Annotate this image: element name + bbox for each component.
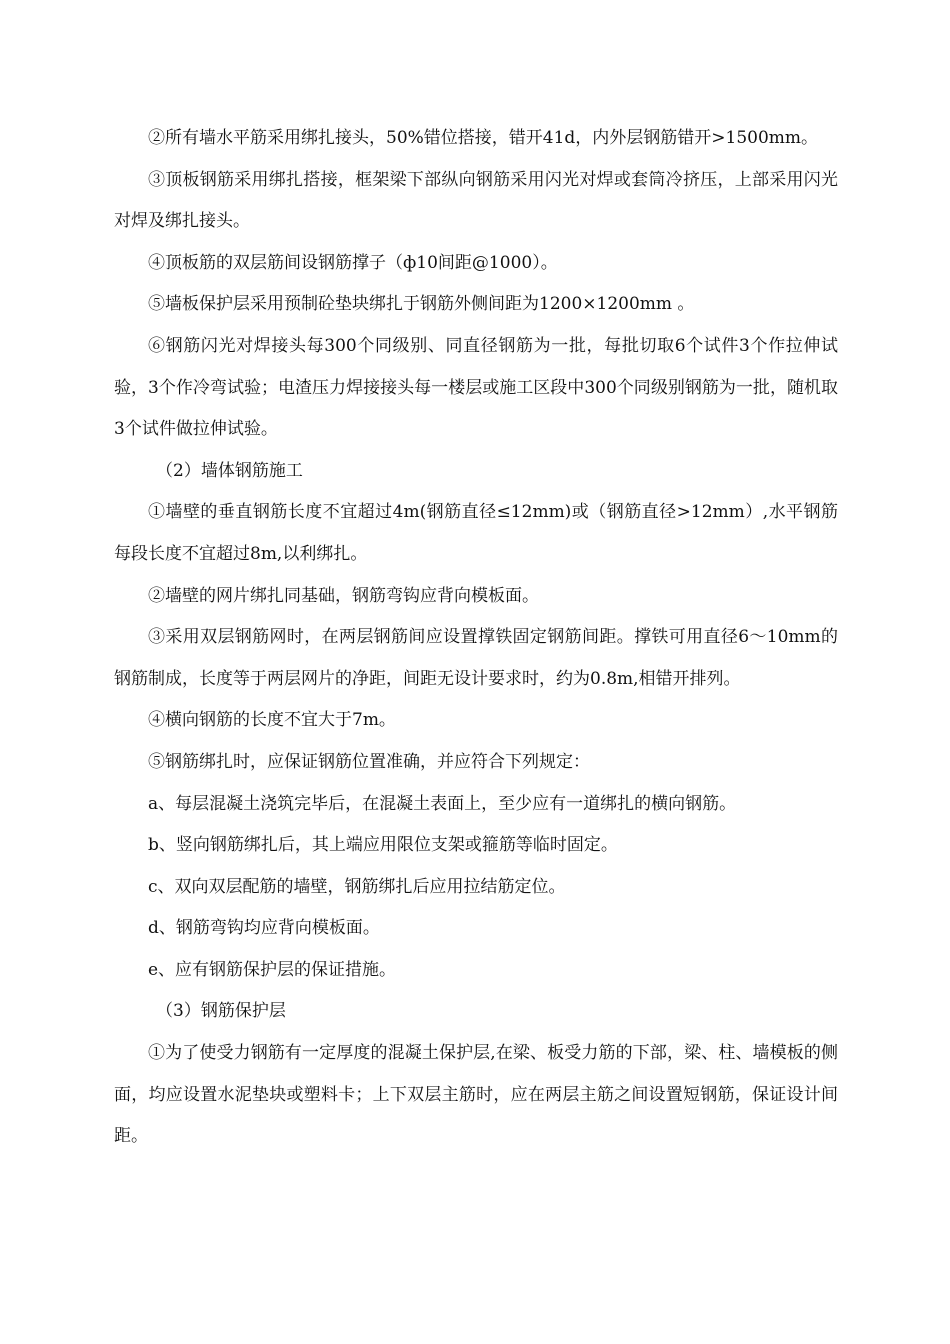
paragraph: ⑤钢筋绑扎时，应保证钢筋位置准确，并应符合下列规定： <box>148 751 590 772</box>
paragraph: ⑥钢筋闪光对焊接头每300个同级别、同直径钢筋为一批，每批切取6个试件3个作拉伸试验，3个作冷弯试验；电渣压力焊接接头每一楼层或施工区段中300个同级别钢筋为一批，随机取3个试件做拉伸试验。 <box>114 335 838 440</box>
paragraph: ③采用双层钢筋网时，在两层钢筋间应设置撑铁固定钢筋间距。撑铁可用直径6～10mm的钢筋制成，长度等于两层网片的净距，间距无设计要求时，约为0.8m,相错开排列。 <box>114 627 838 689</box>
paragraph: ①为了使受力钢筋有一定厚度的混凝土保护层,在梁、板受力筋的下部，梁、柱、墙模板的侧面，均应设置水泥垫块或塑料卡；上下双层主筋时，应在两层主筋之间设置短钢筋，保证设计间距。 <box>114 1043 838 1147</box>
paragraph: d、钢筋弯钩均应背向模板面。 <box>148 918 380 939</box>
paragraph: ②所有墙水平筋采用绑扎接头，50%错位搭接，错开41d，内外层钢筋错开>1500mm。 <box>148 128 819 148</box>
paragraph: ③顶板钢筋采用绑扎搭接，框架梁下部纵向钢筋采用闪光对焊或套筒冷挤压，上部采用闪光对焊及绑扎接头。 <box>114 169 838 232</box>
paragraph: e、应有钢筋保护层的保证措施。 <box>148 959 397 980</box>
section-heading: （2）墙体钢筋施工 <box>156 460 303 481</box>
paragraph: ①墙壁的垂直钢筋长度不宜超过4m(钢筋直径≤12mm)或（钢筋直径>12mm）,水平钢筋每段长度不宜超过8m,以利绑扎。 <box>114 502 838 564</box>
paragraph: b、竖向钢筋绑扎后，其上端应用限位支架或箍筋等临时固定。 <box>148 835 618 856</box>
paragraph: ④横向钢筋的长度不宜大于7m。 <box>148 710 396 731</box>
paragraph: ④顶板筋的双层筋间设钢筋撑子（ф10间距@1000）。 <box>148 252 558 273</box>
document-body <box>114 118 838 1158</box>
paragraph: ⑤墙板保护层采用预制砼垫块绑扎于钢筋外侧间距为1200×1200mm 。 <box>148 294 695 315</box>
paragraph: c、双向双层配筋的墙壁，钢筋绑扎后应用拉结筋定位。 <box>148 876 566 897</box>
section-heading: （3）钢筋保护层 <box>156 1001 286 1022</box>
paragraph: a、每层混凝土浇筑完毕后，在混凝土表面上，至少应有一道绑扎的横向钢筋。 <box>148 793 737 814</box>
paragraph: ②墙壁的网片绑扎同基础，钢筋弯钩应背向模板面。 <box>148 585 539 606</box>
